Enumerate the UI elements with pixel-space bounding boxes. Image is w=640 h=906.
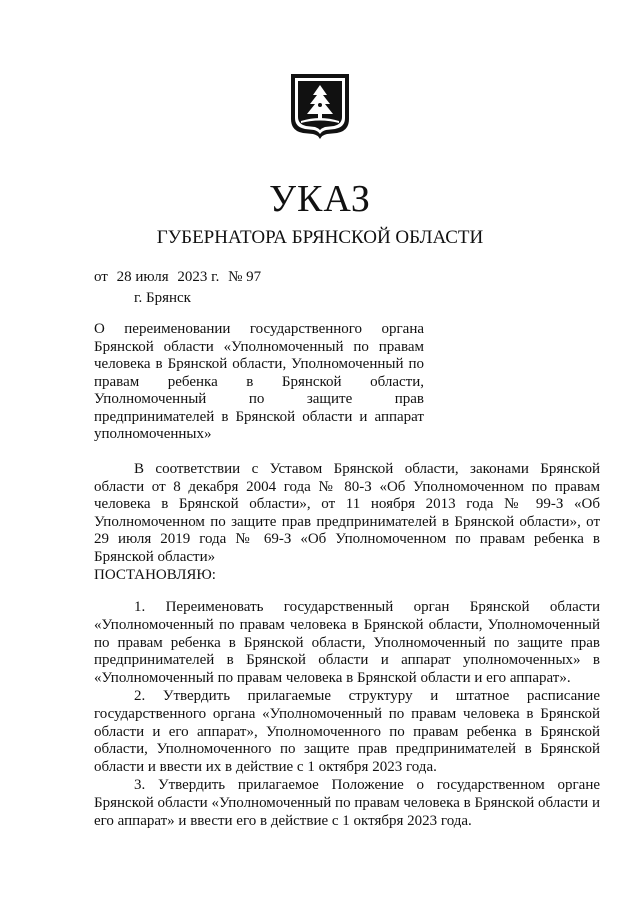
date-prefix: от — [94, 269, 108, 285]
decree-date: 28 июля — [116, 269, 169, 285]
decree-item-1: 1. Переименовать государственный орган Брянской области «Уполномоченный по правам человека в Брянской области, Уполномоченный по правам ребенка в Брянской области, Уполномоченный по защите прав предпринимателей в Брянской области и аппарат уполномоченных» в «Уполномоченный по правам человека в Брянской области и его аппарат». — [94, 599, 600, 687]
decree-number: № 97 — [228, 269, 262, 285]
decree-word: ПОСТАНОВЛЯЮ: — [94, 567, 216, 583]
decree-subject: О переименовании государственного органа Брянской области «Уполномоченный по правам человека в Брянской области, Уполномоченный по правам ребенка в Брянской области, Уполномоченный по защите прав предпринимателей в Брянской области и аппарат уполномоченных» — [94, 321, 424, 442]
decree-items — [94, 599, 600, 830]
decree-preamble: В соответствии с Уставом Брянской области, законами Брянской области от 8 декабря 2004 года № 80-З «Об Уполномоченном по правам человека в Брянской области», от 11 ноября 2013 года № 99-З «Об Уполномоченном по защите прав предпринимателей в Брянской области», от 29 июля 2019 года № 69-З «Об Уполномоченном по правам ребенка в Брянской области» — [94, 461, 600, 565]
page-title: УКАЗ — [269, 178, 371, 220]
decree-item-2: 2. Утвердить прилагаемые структуру и штатное расписание государственного органа «Уполномоченный по правам человека в Брянской области и его аппарат», Уполномоченного по правам ребенка в Брянской области, Уполномоченного по защите прав предпринимателей в Брянской области и ввести их в действие с 1 октября 2023 года. — [94, 687, 600, 776]
page-subtitle: ГУБЕРНАТОРА БРЯНСКОЙ ОБЛАСТИ — [156, 227, 484, 248]
decree-date-line — [94, 268, 266, 286]
decree-item-3: 3. Утвердить прилагаемое Положение о государственном органе Брянской области «Уполномоченный по правам человека в Брянской области и его аппарат» и ввести его в действие с 1 октября 2023 года. — [94, 776, 600, 829]
decree-city: г. Брянск — [134, 290, 191, 306]
decree-year: 2023 г. — [177, 269, 220, 285]
coat-of-arms-icon — [287, 71, 353, 141]
